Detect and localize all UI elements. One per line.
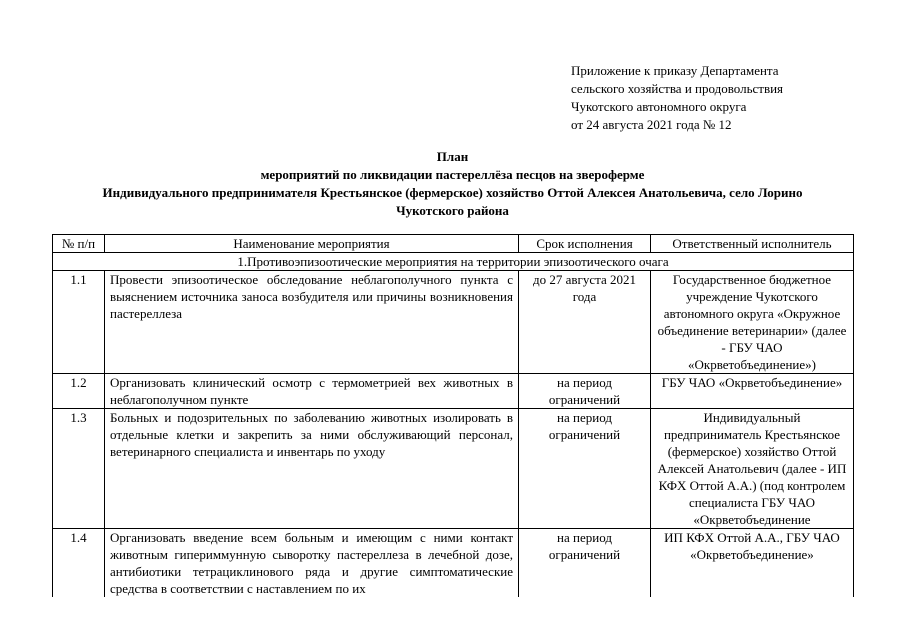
plan-title-line: Индивидуального предпринимателя Крестьянское (фермерское) хозяйство Оттой Алексея Анатольевича, село Лорино [102, 185, 803, 200]
row-num: 1.1 [53, 271, 105, 374]
header-responsible: Ответственный исполнитель [651, 235, 854, 253]
appendix-line: Чукотского автономного округа [571, 99, 747, 114]
row-responsible: ИП КФХ Оттой А.А., ГБУ ЧАО «Окрветобъединение» [651, 529, 854, 598]
row-term: на период ограничений [519, 409, 651, 529]
table-row [53, 529, 854, 598]
plan-title-line: План [436, 149, 469, 164]
row-responsible: ГБУ ЧАО «Окрветобъединение» [651, 374, 854, 409]
row-responsible: Индивидуальный предприниматель Крестьянское (фермерское) хозяйство Оттой Алексей Анатольевич (далее - ИП КФХ Оттой А.А.) (под контролем специалиста ГБУ ЧАО «Окрветобъединение [651, 409, 854, 529]
row-name: Провести эпизоотическое обследование неблагополучного пункта с выяснением источника заноса возбудителя или причины возникновения пастереллеза [105, 271, 519, 374]
row-num: 1.3 [53, 409, 105, 529]
appendix-line: от 24 августа 2021 года № 12 [571, 117, 732, 132]
plan-title [0, 148, 905, 220]
plan-table [52, 234, 854, 597]
header-term: Срок исполнения [519, 235, 651, 253]
appendix-line: сельского хозяйства и продовольствия [571, 81, 784, 96]
row-term: на период ограничений [519, 374, 651, 409]
table-row [53, 409, 854, 529]
section-row [53, 253, 854, 271]
table-header-row [53, 235, 854, 253]
appendix-note [571, 62, 891, 134]
row-name: Организовать клинический осмотр с термометрией вех животных в неблагополучном пункте [105, 374, 519, 409]
row-term: до 27 августа 2021 года [519, 271, 651, 374]
header-name: Наименование мероприятия [105, 235, 519, 253]
appendix-line: Приложение к приказу Департамента [571, 63, 779, 78]
table-row [53, 271, 854, 374]
section-title: 1.Противоэпизоотические мероприятия на территории эпизоотического очага [53, 253, 854, 271]
row-responsible: Государственное бюджетное учреждение Чукотского автономного округа «Окружное объединение ветеринарии» (далее - ГБУ ЧАО «Окрветобъединение») [651, 271, 854, 374]
plan-title-line: мероприятий по ликвидации пастереллёза песцов на звероферме [260, 167, 645, 182]
row-name: Больных и подозрительных по заболеванию животных изолировать в отдельные клетки и закрепить за ними обслуживающий персонал, ветеринарного специалиста и инвентарь по уходу [105, 409, 519, 529]
row-name: Организовать введение всем больным и имеющим с ними контакт животным гипериммунную сыворотку пастереллеза в лечебной дозе, антибиотики тетрациклинового ряда и другие симптоматические средства в соответствии с наставлением по их [105, 529, 519, 598]
row-num: 1.4 [53, 529, 105, 598]
table-row [53, 374, 854, 409]
header-num: № п/п [53, 235, 105, 253]
row-term: на период ограничений [519, 529, 651, 598]
plan-title-line: Чукотского района [396, 203, 509, 218]
row-num: 1.2 [53, 374, 105, 409]
